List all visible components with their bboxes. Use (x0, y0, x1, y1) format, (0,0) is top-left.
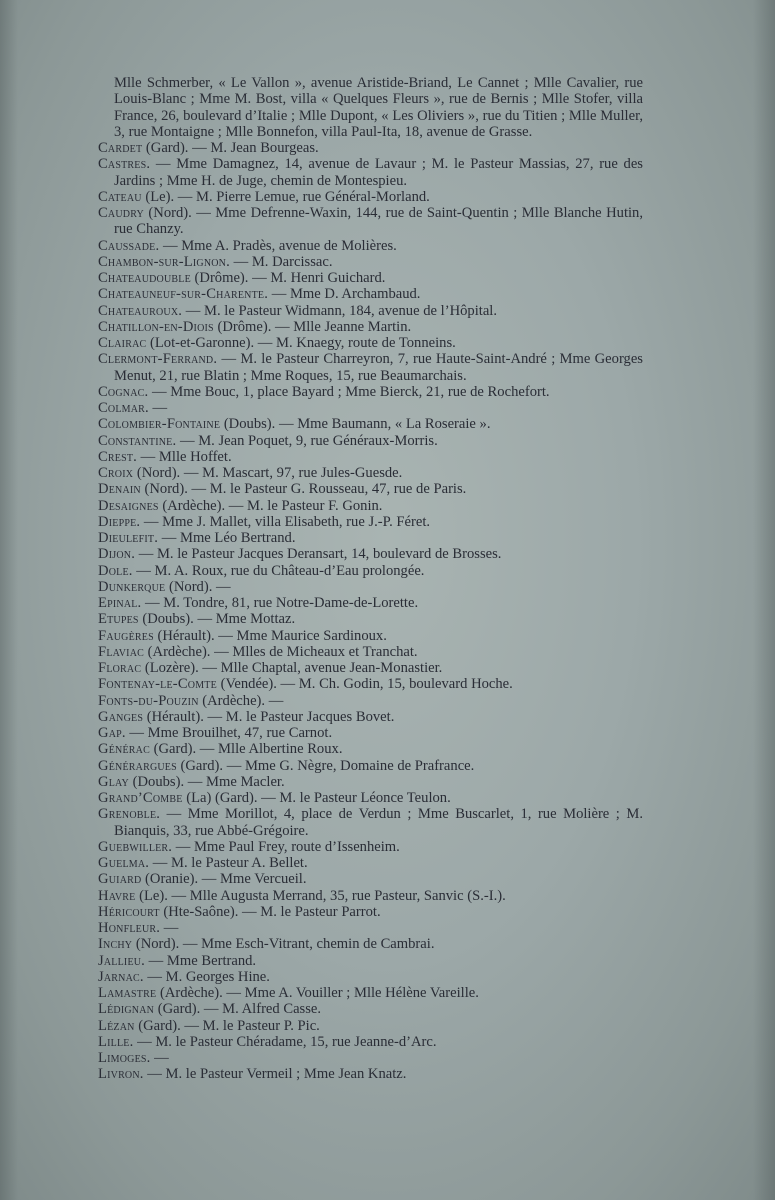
city-name: Gap. (98, 725, 126, 741)
entry-text: — (150, 1050, 169, 1066)
entry-text: (Hérault). — Mme Maurice Sardinoux. (153, 627, 387, 644)
city-name: Chambon-sur-Lignon. (98, 253, 230, 270)
entry-text: — M. le Pasteur Chéradame, 15, rue Jeanne-d’Arc. (133, 1033, 437, 1050)
directory-entry (98, 286, 643, 302)
directory-entry (98, 871, 643, 887)
directory-entry (98, 595, 643, 611)
entry-text: (Lot-et-Garonne). — M. Knaegy, route de Tonneins. (146, 335, 456, 351)
city-name: Colombier-Fontaine (98, 416, 221, 433)
city-name: Cognac. (98, 383, 149, 400)
directory-entry (98, 433, 643, 449)
entry-text: — M. le Pasteur A. Bellet. (149, 855, 308, 871)
directory-entry (98, 904, 643, 920)
directory-entry (98, 920, 643, 936)
city-name: Florac (98, 660, 142, 676)
directory-entry (98, 660, 643, 676)
directory-entry (98, 1018, 643, 1034)
city-name: Guelma. (98, 855, 150, 871)
city-name: Croix (98, 465, 134, 481)
city-name: Inchy (98, 936, 133, 953)
city-name: Lamastre (98, 985, 157, 1001)
city-name: Guebwiller. (98, 838, 173, 855)
page-edge-left (0, 0, 18, 1200)
directory-entry (98, 563, 643, 579)
entry-text: — Mme D. Archambaud. (268, 286, 421, 303)
city-name: Dijon. (98, 546, 136, 563)
directory-entry (98, 384, 643, 400)
entry-text: — M. Tondre, 81, rue Notre-Dame-de-Lorette. (141, 595, 419, 611)
city-name: Cardet (98, 140, 143, 156)
directory-entry (98, 254, 643, 270)
directory-entry (98, 465, 643, 481)
entry-text: (Doubs). — Mme Baumann, « La Roseraie ». (220, 416, 491, 433)
city-name: Honfleur. (98, 920, 161, 936)
entry-text: (Le). — Mlle Augusta Merrand, 35, rue Pasteur, Sanvic (S.-I.). (135, 887, 506, 904)
city-name: Caussade. (98, 237, 160, 254)
entry-text: (Gard). — Mlle Albertine Roux. (149, 741, 343, 758)
city-name: Fonts-du-Pouzin (98, 692, 199, 709)
entry-text: (La) (Gard). — M. le Pasteur Léonce Teulon. (182, 790, 451, 806)
city-name: Lille. (98, 1033, 134, 1050)
city-name: Lézan (98, 1017, 135, 1034)
directory-entry (98, 888, 643, 904)
entry-text: — Mme Morillot, 4, place de Verdun ; Mme Buscarlet, 1, rue Molière ; M. Bianquis, 33, rue Abbé-Grégoire. (114, 806, 643, 839)
entry-text: — M. Georges Hine. (143, 968, 270, 985)
entry-text: — Mme Damagnez, 14, avenue de Lavaur ; M. le Pasteur Massias, 27, rue des Jardins ; Mme H. de Juge, chemin de Montespieu. (114, 156, 643, 189)
city-name: Flaviac (98, 643, 145, 660)
city-name: Limoges. (98, 1050, 151, 1066)
directory-entry (98, 806, 643, 839)
city-name: Dieulefit. (98, 530, 159, 546)
entry-text: — (160, 920, 179, 936)
directory-entry (98, 189, 643, 205)
directory-entry (98, 1050, 643, 1066)
directory-entry (98, 1034, 643, 1050)
directory-entry (98, 611, 643, 627)
entry-text: — M. le Pasteur Widmann, 184, avenue de l’Hôpital. (182, 302, 497, 319)
directory-entry (98, 839, 643, 855)
city-name: Dole. (98, 562, 133, 579)
entry-text: — Mme Paul Frey, route d’Issenheim. (172, 838, 400, 855)
directory-entry (98, 481, 643, 497)
city-name: Chateaudouble (98, 270, 191, 286)
city-name: Chateauroux. (98, 302, 183, 319)
city-name: Colmar. (98, 400, 149, 416)
directory-entry (98, 676, 643, 692)
directory-entry (98, 75, 643, 140)
entry-text: (Ardèche). — Mme A. Vouiller ; Mlle Hélène Vareille. (156, 985, 479, 1001)
entry-text: (Nord). — Mme Defrenne-Waxin, 144, rue de Saint-Quentin ; Mlle Blanche Hutin, rue Chanzy. (114, 205, 643, 238)
city-name: Castres. (98, 156, 151, 173)
entry-text: — M. Jean Poquet, 9, rue Généraux-Morris. (176, 432, 438, 449)
entry-text: (Ardèche). — Mlles de Micheaux et Tranchat. (144, 643, 418, 660)
city-name: Cateau (98, 188, 142, 205)
city-name: Générac (98, 741, 150, 758)
directory-entry (98, 628, 643, 644)
city-name: Générargues (98, 757, 177, 774)
entry-text: — Mme A. Pradès, avenue de Molières. (159, 237, 397, 254)
entry-text: (Drôme). — M. Henri Guichard. (190, 270, 386, 286)
entry-text: (Gard). — M. le Pasteur P. Pic. (134, 1017, 320, 1034)
city-name: Etupes (98, 611, 139, 628)
city-name: Desaignes (98, 497, 159, 514)
entry-text: (Gard). — M. Alfred Casse. (154, 1001, 322, 1018)
city-name: Héricourt (98, 903, 160, 920)
directory-entry (98, 351, 643, 384)
city-name: Faugères (98, 627, 154, 644)
entry-text: — M. le Pasteur Vermeil ; Mme Jean Knatz. (143, 1066, 407, 1083)
directory-entry (98, 319, 643, 335)
directory-entry (98, 498, 643, 514)
entry-text: (Le). — M. Pierre Lemue, rue Général-Morland. (141, 188, 430, 205)
directory-entry (98, 936, 643, 952)
directory-entry (98, 303, 643, 319)
directory-entry (98, 579, 643, 595)
city-name: Havre (98, 887, 136, 904)
entry-text: — M. le Pasteur Charreyron, 7, rue Haute-Saint-André ; Mme Georges Menut, 21, rue Blatin ; Mme Roques, 15, rue Beaumarchais. (114, 351, 643, 384)
directory-entry (98, 725, 643, 741)
entry-text: — M. Darcissac. (229, 253, 333, 270)
directory-entry (98, 1001, 643, 1017)
city-name: Grenoble. (98, 806, 161, 823)
entry-text: — Mlle Hoffet. (137, 448, 232, 465)
directory-entry (98, 546, 643, 562)
entry-text: (Lozère). — Mlle Chaptal, avenue Jean-Monastier. (141, 660, 443, 676)
entry-text: (Vendée). — M. Ch. Godin, 15, boulevard Hoche. (216, 676, 513, 693)
directory-entry (98, 855, 643, 871)
entry-text: — Mme Bouc, 1, place Bayard ; Mme Bierck, 21, rue de Rochefort. (148, 383, 550, 400)
directory-entry (98, 790, 643, 806)
city-name: Dieppe. (98, 513, 141, 530)
directory-entry (98, 238, 643, 254)
city-name: Clermont-Ferrand. (98, 351, 218, 368)
city-name: Livron. (98, 1066, 144, 1083)
directory-entry (98, 774, 643, 790)
city-name: Fontenay-le-Comte (98, 676, 217, 693)
city-name: Grand’Combe (98, 790, 183, 806)
entry-text: (Hte-Saône). — M. le Pasteur Parrot. (159, 903, 381, 920)
city-name: Clairac (98, 335, 147, 351)
entry-text: — Mme Bertrand. (145, 952, 257, 969)
entry-text: (Ardèche). — M. le Pasteur F. Gonin. (158, 497, 383, 514)
directory-entry (98, 335, 643, 351)
entry-text: (Nord). — (165, 578, 231, 595)
entry-text: (Hérault). — M. le Pasteur Jacques Bovet. (143, 708, 395, 725)
directory-entry (98, 449, 643, 465)
city-name: Caudry (98, 205, 144, 221)
entry-text: (Doubs). — Mme Mottaz. (138, 611, 296, 628)
directory-entry (98, 514, 643, 530)
entry-text: — Mme J. Mallet, villa Elisabeth, rue J.-P. Féret. (140, 513, 431, 530)
directory-entry (98, 416, 643, 432)
city-name: Chateauneuf-sur-Charente. (98, 286, 269, 303)
city-name: Jarnac. (98, 968, 144, 985)
directory-entry (98, 140, 643, 156)
directory-entry (98, 644, 643, 660)
entry-text: (Gard). — Mme G. Nègre, Domaine de Prafrance. (176, 757, 475, 774)
city-name: Denain (98, 481, 141, 498)
directory-entry (98, 270, 643, 286)
page-edge-right (753, 0, 775, 1200)
entry-text: (Gard). — M. Jean Bourgeas. (142, 140, 319, 156)
entry-text: Mlle Schmerber, « Le Vallon », avenue Aristide-Briand, Le Cannet ; Mlle Cavalier, rue Louis-Blanc ; Mme M. Bost, villa « Quelques Fleurs », rue de Bernis ; Mlle Stofer, villa France, 26, boulevard d’Italie ; Mlle Dupont, « Les Oliviers », rue du Titien ; Mlle Muller, 3, rue Montaigne ; Mlle Bonnefon, villa Paul-Ita, 18, avenue de Grasse. (114, 75, 643, 140)
entry-text: (Doubs). — Mme Macler. (128, 773, 285, 790)
city-name: Ganges (98, 708, 144, 725)
directory-entry (98, 985, 643, 1001)
entry-text: — Mme Léo Bertrand. (158, 530, 296, 546)
entry-text: (Drôme). — Mlle Jeanne Martin. (213, 318, 412, 335)
directory-entry (98, 953, 643, 969)
city-name: Lédignan (98, 1001, 155, 1018)
directory-entry (98, 400, 643, 416)
city-name: Glay (98, 773, 129, 790)
directory-entry (98, 693, 643, 709)
directory-entry (98, 969, 643, 985)
entry-text: — (148, 400, 168, 416)
city-name: Chatillon-en-Diois (98, 318, 214, 335)
directory-entry (98, 205, 643, 238)
city-name: Dunkerque (98, 578, 166, 595)
entry-text: (Nord). — M. Mascart, 97, rue Jules-Guesde. (133, 465, 403, 481)
city-name: Crest. (98, 448, 138, 465)
entry-text: — Mme Brouilhet, 47, rue Carnot. (125, 725, 333, 741)
directory-entry (98, 709, 643, 725)
entry-text: (Oranie). — Mme Vercueil. (141, 871, 307, 888)
city-name: Constantine. (98, 432, 177, 449)
directory-entry (98, 758, 643, 774)
entry-text: (Nord). — Mme Esch-Vitrant, chemin de Cambrai. (132, 936, 435, 953)
directory-entry (98, 156, 643, 189)
city-name: Guiard (98, 871, 142, 888)
directory-entry (98, 741, 643, 757)
city-name: Epinal. (98, 595, 142, 611)
directory-entry (98, 530, 643, 546)
entry-text: (Ardèche). — (198, 692, 284, 709)
directory-entry (98, 1066, 643, 1082)
entry-text: (Nord). — M. le Pasteur G. Rousseau, 47, rue de Paris. (140, 481, 467, 498)
entry-text: — M. le Pasteur Jacques Deransart, 14, boulevard de Brosses. (135, 546, 502, 563)
city-name: Jallieu. (98, 952, 146, 969)
entry-text: — M. A. Roux, rue du Château-d’Eau prolongée. (132, 562, 425, 579)
directory-list (98, 75, 643, 1083)
